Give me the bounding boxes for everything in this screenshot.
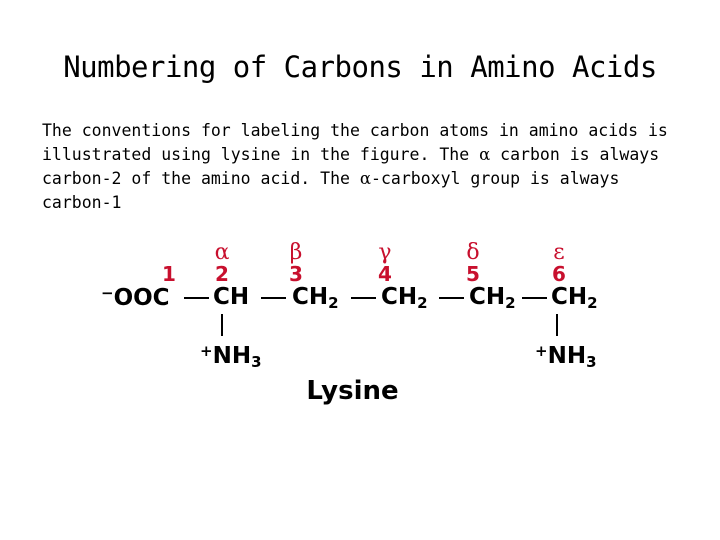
bond-c1-c2 [184, 297, 209, 299]
bond-c2-c3 [261, 297, 286, 299]
carbon-number-2: 2 [215, 262, 229, 286]
beta-carbon-group: $CH_2$ [292, 284, 339, 312]
epsilon-carbon-group: $CH_2$ [551, 284, 598, 312]
bond-c5-c6 [522, 297, 547, 299]
bond-c4-c5 [439, 297, 464, 299]
gamma-carbon-group: $CH_2$ [381, 284, 428, 312]
bond-epsilon-amine [556, 314, 558, 336]
body-paragraph [42, 119, 692, 215]
greek-label-epsilon: ε [553, 240, 565, 265]
body-line-2: illustrated using lysine in the figure. The α carbon is always [42, 145, 660, 164]
alpha-symbol: α [479, 145, 491, 164]
carbon-number-3: 3 [289, 262, 303, 286]
slide-title: Numbering of Carbons in Amino Acids [63, 50, 657, 84]
alpha-carbon-group: CH [213, 284, 250, 310]
carbon-number-6: 6 [552, 262, 566, 286]
carboxylate-group: −OOC [101, 284, 170, 311]
carbon-number-4: 4 [378, 262, 392, 286]
figure-caption: Lysine [306, 376, 399, 406]
carbon-number-5: 5 [466, 262, 480, 286]
carbon-number-1: 1 [162, 262, 176, 286]
body-line-1: The conventions for labeling the carbon atoms in amino acids is [42, 121, 668, 140]
body-line-4: carbon-1 [42, 193, 122, 212]
alpha-symbol: α [359, 169, 372, 188]
greek-label-delta: δ [466, 240, 480, 265]
delta-carbon-group: $CH_2$ [469, 284, 516, 312]
bond-c3-c4 [351, 297, 376, 299]
body-line-3: carbon-2 of the amino acid. The α-carboxyl group is always [42, 169, 620, 188]
greek-label-beta: β [289, 240, 303, 265]
alpha-amino-group: $^+NH_3$ [200, 342, 262, 371]
bond-alpha-amine [221, 314, 223, 336]
epsilon-amino-group: $^+NH_3$ [535, 342, 597, 371]
greek-label-alpha: α [214, 240, 230, 265]
greek-label-gamma: γ [378, 240, 392, 265]
